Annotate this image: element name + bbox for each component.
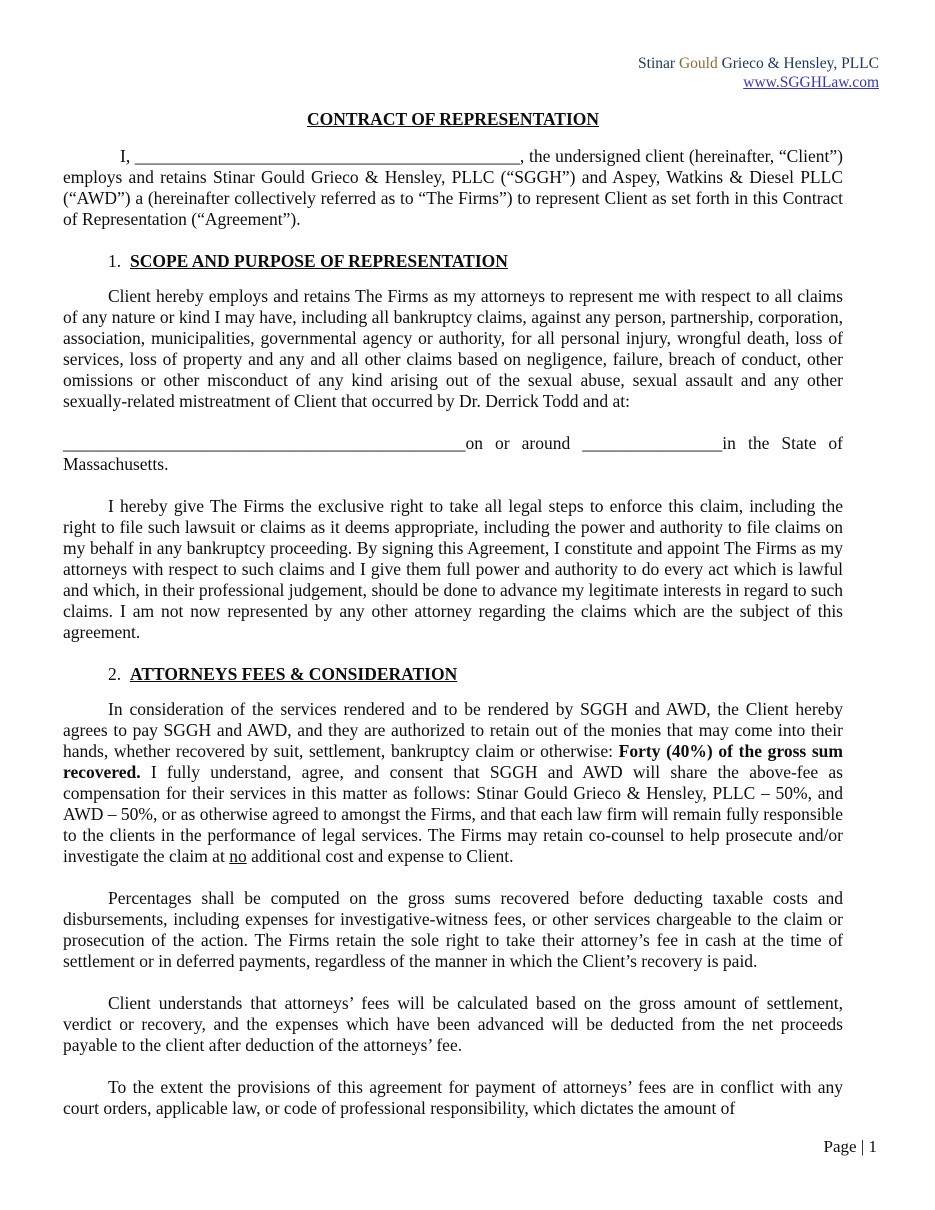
text-run: ______________________________________________on or around ________________in the State of Massachusetts. <box>63 433 843 474</box>
text-run: Client hereby employs and retains The Firms as my attorneys to represent me with respect to all claims of any nature or kind I may have, including all bankruptcy claims, against any person, partnership, corporation, association, municipalities, governmental agency or authority, for all personal injury, wrongful death, loss of services, loss of property and any and all other claims based on negligence, failure, breach of conduct, other omissions or other misconduct of any kind arising out of the sexual abuse, sexual assault and any other sexually-related mistreatment of Client that occurred by Dr. Derrick Todd and at: <box>63 286 843 411</box>
text-run: I hereby give The Firms the exclusive right to take all legal steps to enforce this claim, including the right to file such lawsuit or claims as it deems appropriate, including the power and authority to file claims on my behalf in any bankruptcy proceeding. By signing this Agreement, I constitute and appoint The Firms as my attorneys with respect to such claims and I give them full power and authority to do every act which is lawful and which, in their professional judgement, should be done to advance my legitimate interests in regard to such claims. I am not now represented by any other attorney regarding the claims which are the subject of this agreement. <box>63 496 843 642</box>
firm-name-part: Gould <box>678 55 718 72</box>
document-body <box>63 146 843 1140</box>
firm-name-part: Stinar <box>638 55 679 72</box>
text-run: I, ____________________________________________, the undersigned client (hereinafter, “Client”) employs and retains Stinar Gould Grieco & Hensley, PLLC (“SGGH”) and Aspey, Watkins & Diesel PLLC (“AWD”) a (hereinafter collectively referred as to “The Firms”) to represent Client as set forth in this Contract of Representation (“Agreement”). <box>63 146 843 229</box>
page-number-label: Page | 1 <box>823 1137 877 1156</box>
paragraph <box>63 496 843 643</box>
section-title: SCOPE AND PURPOSE OF REPRESENTATION <box>130 251 508 271</box>
section-number: 1. <box>108 251 122 271</box>
paragraph <box>63 1077 843 1119</box>
text-run: In consideration of the services rendered and to be rendered by SGGH and AWD, the Client hereby agrees to pay SGGH and AWD, and they are authorized to retain out of the monies that may come into their hands, whether recovered by suit, settlement, bankruptcy claim or otherwise: <box>63 699 843 761</box>
text-run: no <box>229 846 247 866</box>
text-run: Percentages shall be computed on the gross sums recovered before deducting taxable costs and disbursements, including expenses for investigative-witness fees, or other services chargeable to the claim or prosecution of the action. The Firms retain the sole right to take their attorney’s fee in cash at the time of settlement or in deferred payments, regardless of the manner in which the Client’s recovery is paid. <box>63 888 843 971</box>
firm-website-link[interactable]: www.SGGHLaw.com <box>743 74 879 91</box>
page-footer <box>824 1137 877 1157</box>
letterhead <box>63 54 879 92</box>
text-run: Forty (40%) of the gross sum recovered. <box>63 741 843 782</box>
text-run: I fully understand, agree, and consent that SGGH and AWD will share the above-fee as compensation for their services in this matter as follows: Stinar Gould Grieco & Hensley, PLLC – 50%, and AWD – 50%, or as otherwise agreed to amongst the Firms, and that each law firm will remain fully responsible to the clients in the performance of legal services. The Firms may retain co-counsel to help prosecute and/or investigate the claim at <box>63 762 843 866</box>
paragraph <box>63 888 843 972</box>
document-title: CONTRACT OF REPRESENTATION <box>306 109 600 129</box>
firm-website <box>63 73 879 92</box>
text-run: To the extent the provisions of this agreement for payment of attorneys’ fees are in conflict with any court orders, applicable law, or code of professional responsibility, which dictates the amount of <box>63 1077 843 1118</box>
paragraph <box>63 699 843 867</box>
paragraph <box>63 146 843 230</box>
firm-name <box>63 54 879 73</box>
firm-name-part: Grieco & Hensley, PLLC <box>717 55 879 72</box>
section-heading <box>63 664 843 685</box>
section-title: ATTORNEYS FEES & CONSIDERATION <box>130 664 458 684</box>
paragraph <box>63 993 843 1056</box>
paragraph <box>63 433 843 475</box>
text-run: Client understands that attorneys’ fees will be calculated based on the gross amount of settlement, verdict or recovery, and the expenses which have been advanced will be deducted from the net proceeds payable to the client after deduction of the attorneys’ fee. <box>63 993 843 1055</box>
text-run: additional cost and expense to Client. <box>246 846 514 866</box>
section-heading <box>63 251 843 272</box>
paragraph <box>63 286 843 412</box>
section-number: 2. <box>108 664 122 684</box>
